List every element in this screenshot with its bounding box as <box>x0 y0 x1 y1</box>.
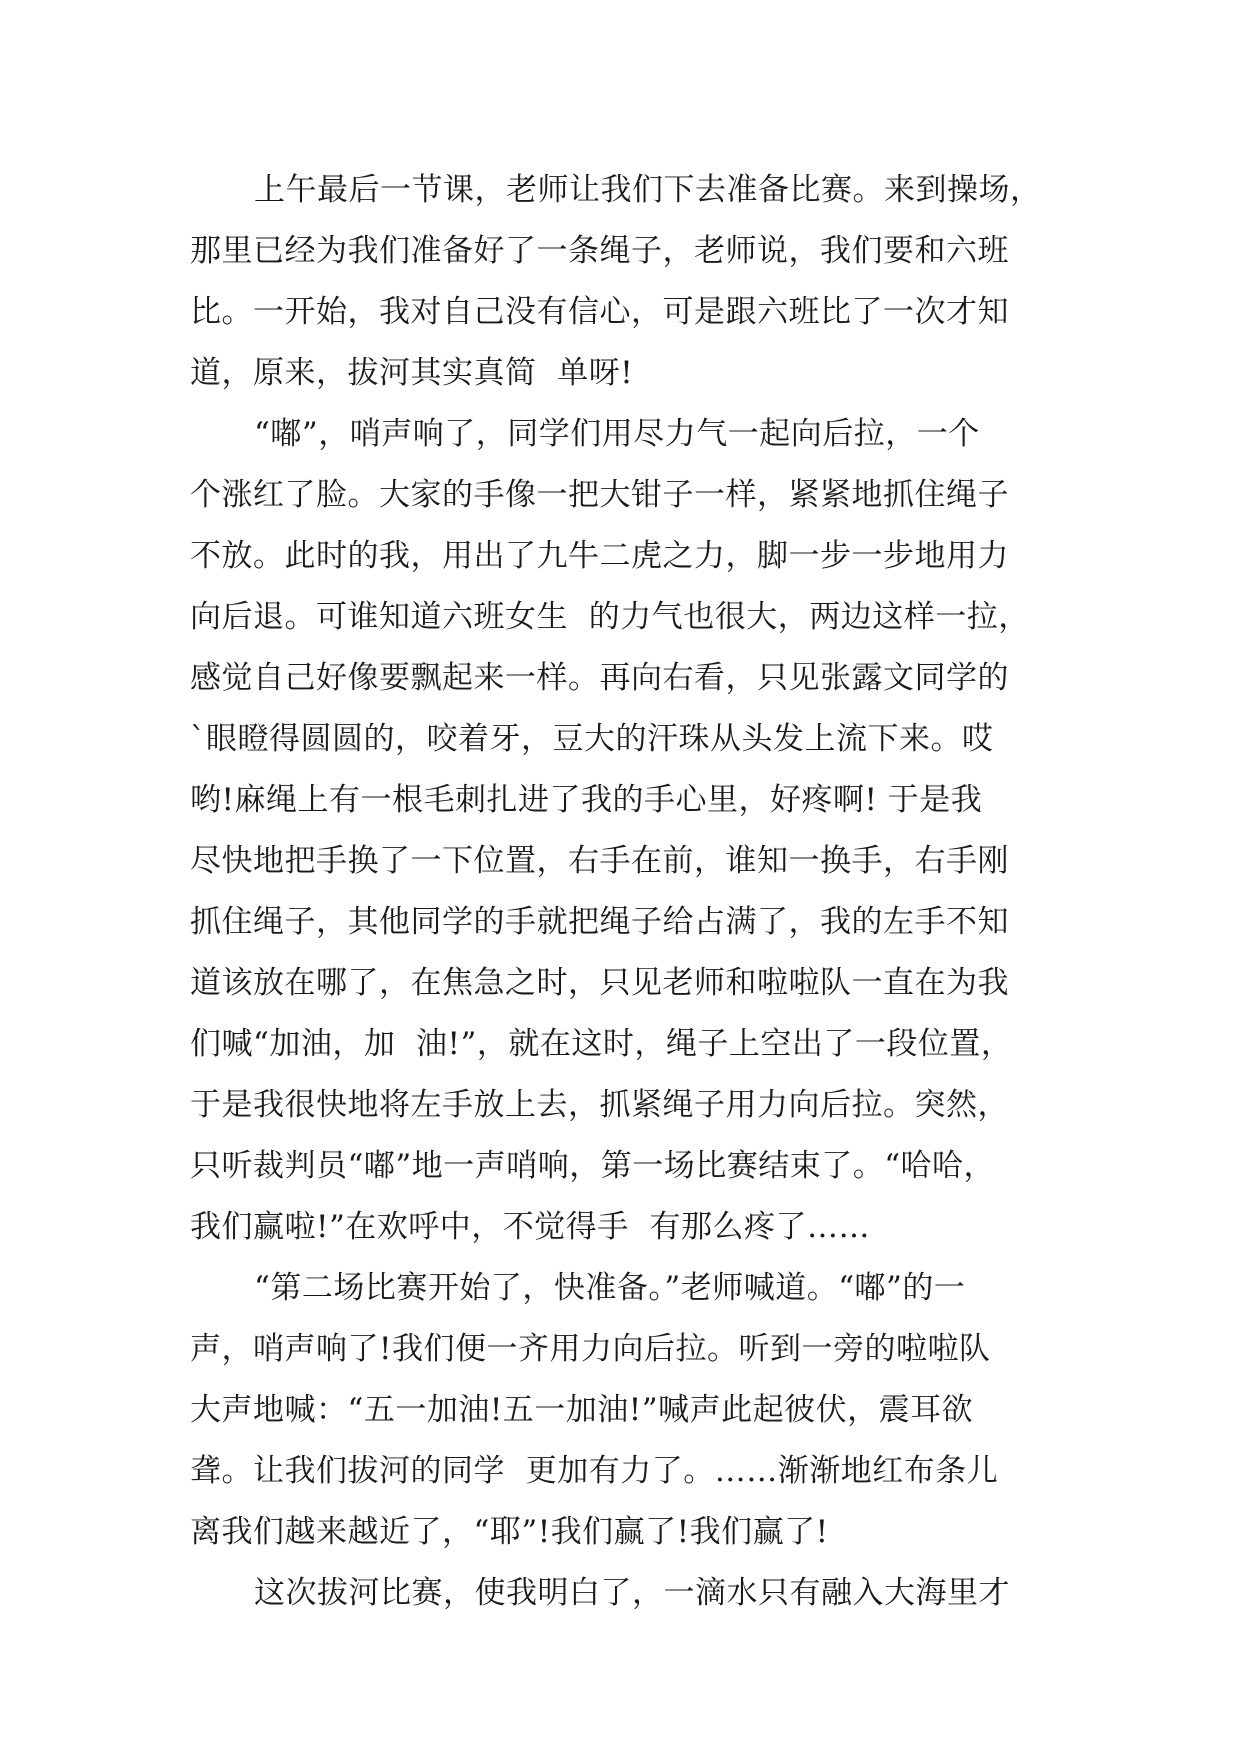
text-line: 个涨红了脸。大家的手像一把大钳子一样，紧紧地抓住绳子 <box>190 477 1009 513</box>
text-line: “嘟”，哨声响了，同学们用尽力气一起向后拉，一个 <box>254 416 980 452</box>
paragraph <box>190 1563 1060 1624</box>
text-line: 上午最后一节课，老师让我们下去准备比赛。来到操场， <box>254 172 1042 208</box>
paragraph <box>190 404 1060 1258</box>
text-line: “第二场比赛开始了，快准备。”老师喊道。“嘟”的一 <box>254 1270 966 1306</box>
text-line: 声，哨声响了!我们便一齐用力向后拉。听到一旁的啦啦队 <box>190 1331 991 1367</box>
text-line: 不放。此时的我，用出了九牛二虎之力，脚一步一步地用力 <box>190 538 1009 574</box>
text-line: 道，原来，拔河其实真简 单呀! <box>190 355 634 391</box>
text-line: 只听裁判员“嘟”地一声哨响，第一场比赛结束了。“哈哈， <box>190 1148 996 1184</box>
text-line: 向后退。可谁知道六班女生 的力气也很大，两边这样一拉， <box>190 599 1030 635</box>
text-line: `眼瞪得圆圆的，咬着牙，豆大的汗珠从头发上流下来。哎 <box>190 721 994 757</box>
text-line: 于是我很快地将左手放上去，抓紧绳子用力向后拉。突然， <box>190 1087 1009 1123</box>
text-line: 哟!麻绳上有一根毛刺扎进了我的手心里，好疼啊! 于是我 <box>190 782 983 818</box>
text-line: 感觉自己好像要飘起来一样。再向右看，只见张露文同学的 <box>190 660 1009 696</box>
text-line: 离我们越来越近了，“耶”!我们赢了!我们赢了! <box>190 1514 829 1550</box>
paragraph <box>190 160 1060 404</box>
text-line: 聋。让我们拔河的同学 更加有力了。……渐渐地红布条儿 <box>190 1453 999 1489</box>
text-line: 道该放在哪了，在焦急之时，只见老师和啦啦队一直在为我 <box>190 965 1009 1001</box>
text-line: 那里已经为我们准备好了一条绳子，老师说，我们要和六班 <box>190 233 1009 269</box>
text-line: 这次拔河比赛，使我明白了，一滴水只有融入大海里才 <box>254 1575 1010 1611</box>
paragraph <box>190 1258 1060 1563</box>
text-line: 我们赢啦!”在欢呼中，不觉得手 有那么疼了…… <box>190 1209 871 1245</box>
essay-body <box>190 160 1060 1624</box>
text-line: 们喊“加油，加 油!”，就在这时，绳子上空出了一段位置， <box>190 1026 1013 1062</box>
text-line: 比。一开始，我对自己没有信心，可是跟六班比了一次才知 <box>190 294 1009 330</box>
text-line: 尽快地把手换了一下位置，右手在前，谁知一换手，右手刚 <box>190 843 1009 879</box>
text-line: 大声地喊：“五一加油!五一加油!”喊声此起彼伏，震耳欲 <box>190 1392 974 1428</box>
text-line: 抓住绳子，其他同学的手就把绳子给占满了，我的左手不知 <box>190 904 1009 940</box>
